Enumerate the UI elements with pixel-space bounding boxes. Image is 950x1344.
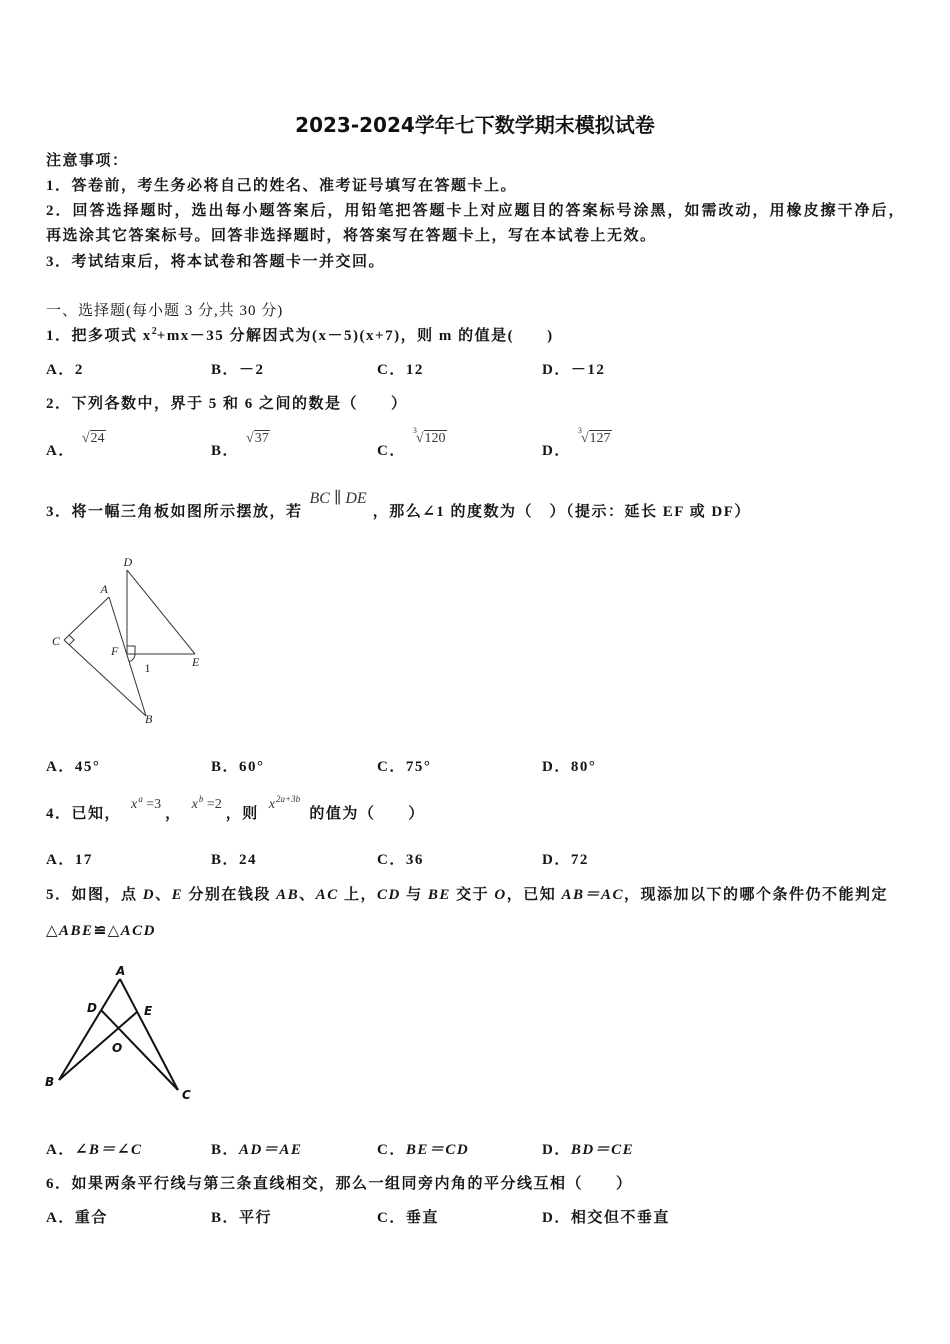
radicand: 37 (254, 431, 269, 446)
stem-text: 与 (400, 887, 428, 903)
option-d: D．72 (542, 852, 589, 868)
question-1-text-cont: +mx－35 分解因式为(x－5)(x+7)，则 m 的值是( ) (156, 328, 554, 344)
root-index: 3 (577, 426, 582, 435)
notice-line-1: 1．答卷前，考生务必将自己的姓名、准考证号填写在答题卡上。 (46, 178, 518, 194)
segment-ac (120, 979, 178, 1090)
option-c: C．36 (377, 852, 424, 868)
option-a: A．45° (46, 759, 101, 775)
point-label-e: E (192, 655, 200, 669)
stem-text: ，已知 (506, 887, 562, 903)
option-d (542, 426, 612, 461)
question-3-stem (46, 490, 751, 522)
radical-sign-icon: √ (415, 431, 424, 446)
formula-exponent: a (138, 794, 143, 804)
segment-de (127, 570, 195, 654)
option-label: B． (211, 1142, 240, 1158)
option-a: A．重合 (46, 1210, 108, 1226)
stem-text: ，现添加以下的哪个条件仍不能判定 (624, 887, 889, 903)
point-label-a: A (116, 964, 126, 978)
option-a: A．2 (46, 362, 84, 378)
square-root-expression (82, 430, 106, 448)
option-c (377, 1140, 469, 1160)
question-3-options (0, 757, 950, 777)
option-d: D．－12 (542, 362, 606, 378)
point-label-f: F (111, 644, 119, 658)
notice-line-2: 2．回答选择题时，选出每小题答案后，用铅笔把答题卡上对应题目的答案标号涂黑，如需改动，用橡皮擦干净后， (46, 203, 906, 219)
question-4-stem (46, 794, 425, 824)
radical-sign-icon: √ (81, 431, 90, 446)
point-label-o: O (112, 1041, 123, 1055)
point-label-c: C (182, 1088, 191, 1102)
option-label: A． (46, 1142, 75, 1158)
triangle-abe: ABE (59, 923, 94, 939)
root-index: 3 (412, 426, 417, 435)
option-a: A．17 (46, 852, 93, 868)
point-e: E (171, 887, 184, 903)
option-a (46, 1140, 143, 1160)
option-label: C． (377, 443, 406, 459)
formula-exponent: 2a+3b (276, 794, 301, 804)
question-4-text: 4．已知， (46, 806, 122, 822)
formula-x-a (131, 795, 161, 815)
option-b: B．平行 (211, 1210, 273, 1226)
notice-heading: 注意事项： (46, 153, 129, 169)
segment-be (59, 1012, 137, 1080)
formula-base: x (268, 797, 276, 812)
option-c (377, 426, 447, 461)
question-2-options (0, 426, 950, 461)
question-6-options (0, 1208, 950, 1228)
option-d (542, 1140, 634, 1160)
option-d: D．相交但不垂直 (542, 1210, 670, 1226)
option-b: B．－2 (211, 362, 265, 378)
notice-line-3: 再选涂其它答案标号。回答非选择题时，将答案写在答题卡上，写在本试卷上无效。 (46, 228, 657, 244)
triangle-symbol: △ (46, 923, 60, 939)
question-6-stem: 6．如果两条平行线与第三条直线相交，那么一组同旁内角的平分线互相（ ） (46, 1176, 633, 1192)
question-4-options (0, 850, 950, 870)
point-label-d: D (87, 1001, 97, 1015)
question-5-stem-line-1 (46, 885, 888, 905)
radical-sign-icon: √ (580, 431, 589, 446)
question-4-comma: ， (165, 806, 182, 822)
stem-text: 、 (299, 887, 316, 903)
option-b: B．60° (211, 759, 265, 775)
segment-ca (64, 597, 109, 640)
notice-line-4: 3．考试结束后，将本试卷和答题卡一并交回。 (46, 254, 386, 270)
stem-text: 分别在钱段 (183, 887, 277, 903)
formula-x-2a-3b (269, 795, 300, 815)
option-label: A． (46, 443, 75, 459)
right-angle-mark-f (127, 646, 135, 654)
radical-sign-icon: √ (246, 431, 254, 446)
exponent: 2 (151, 326, 157, 337)
option-b (211, 431, 270, 461)
cube-root-expression (412, 426, 447, 448)
question-5-options (0, 1140, 950, 1160)
parallel-formula: BC ∥ DE (309, 490, 367, 507)
angle-1-arc (129, 654, 135, 662)
square-root-expression (246, 430, 270, 448)
option-c: C．12 (377, 362, 424, 378)
point-label-b: B (145, 712, 153, 726)
segment-ab-name: AB (276, 887, 300, 903)
stem-text: 、 (155, 887, 172, 903)
segment-cd-name: CD (376, 887, 401, 903)
equality-ab-ac: AB＝AC (561, 887, 624, 903)
stem-text: 交于 (450, 887, 495, 903)
option-expression: ∠B＝∠C (74, 1142, 143, 1158)
triangle-acd: ACD (120, 923, 157, 939)
option-expression: AD＝AE (239, 1142, 303, 1158)
formula-rhs: =2 (203, 797, 222, 812)
question-1-options (0, 360, 950, 380)
option-a (46, 431, 106, 461)
option-label: D． (542, 1142, 571, 1158)
intersecting-triangles-figure (40, 960, 200, 1105)
option-b (211, 1140, 302, 1160)
question-2-stem: 2．下列各数中，界于 5 和 6 之间的数是（ ） (46, 396, 408, 412)
point-label-e: E (144, 1004, 153, 1018)
question-1-text: 1．把多项式 x (46, 328, 152, 344)
triangle-set-square-figure (40, 545, 215, 735)
option-c: C．75° (377, 759, 432, 775)
formula-base: x (191, 797, 198, 812)
point-label-a: A (100, 582, 108, 596)
option-label: D． (542, 443, 571, 459)
segment-ac-name: AC (315, 887, 339, 903)
point-d: D (142, 887, 156, 903)
angle-label-1: 1 (144, 661, 151, 675)
point-label-c: C (52, 634, 61, 648)
stem-text: 上， (338, 887, 377, 903)
formula-base: x (131, 797, 138, 812)
question-5-stem-line-2 (46, 921, 156, 941)
option-label: C． (377, 1142, 406, 1158)
option-expression: BD＝CE (570, 1142, 635, 1158)
question-4-text-cont: 的值为（ ） (304, 806, 425, 822)
point-label-b: B (45, 1075, 55, 1089)
option-expression: BE＝CD (405, 1142, 470, 1158)
segment-be-name: BE (427, 887, 451, 903)
question-3-text-cont: ，那么∠1 的度数为（ ）（提示：延长 EF 或 DF） (372, 504, 751, 520)
formula-rhs: =3 (142, 797, 162, 812)
section-heading: 一、选择题(每小题 3 分,共 30 分) (46, 303, 284, 319)
point-label-d: D (123, 555, 133, 569)
radicand: 120 (424, 431, 446, 446)
right-angle-mark-c (69, 635, 74, 645)
segment-ab (59, 979, 123, 1080)
stem-text: 5．如图，点 (46, 887, 143, 903)
formula-x-b (192, 795, 222, 815)
point-o: O (494, 887, 507, 903)
option-c: C．垂直 (377, 1210, 439, 1226)
question-4-then: ，则 (225, 806, 259, 822)
congruent-symbol: ≌△ (93, 923, 121, 939)
option-label: B． (211, 443, 240, 459)
cube-root-expression (577, 426, 612, 448)
option-b: B．24 (211, 852, 258, 868)
question-1-stem (46, 326, 554, 346)
question-3-text: 3．将一幅三角板如图所示摆放，若 (46, 504, 303, 520)
formula-exponent: b (198, 794, 204, 804)
option-d: D．80° (542, 759, 597, 775)
radicand: 24 (90, 431, 105, 446)
page-title: 2023-2024学年七下数学期末模拟试卷 (295, 113, 655, 137)
radicand: 127 (589, 431, 611, 446)
